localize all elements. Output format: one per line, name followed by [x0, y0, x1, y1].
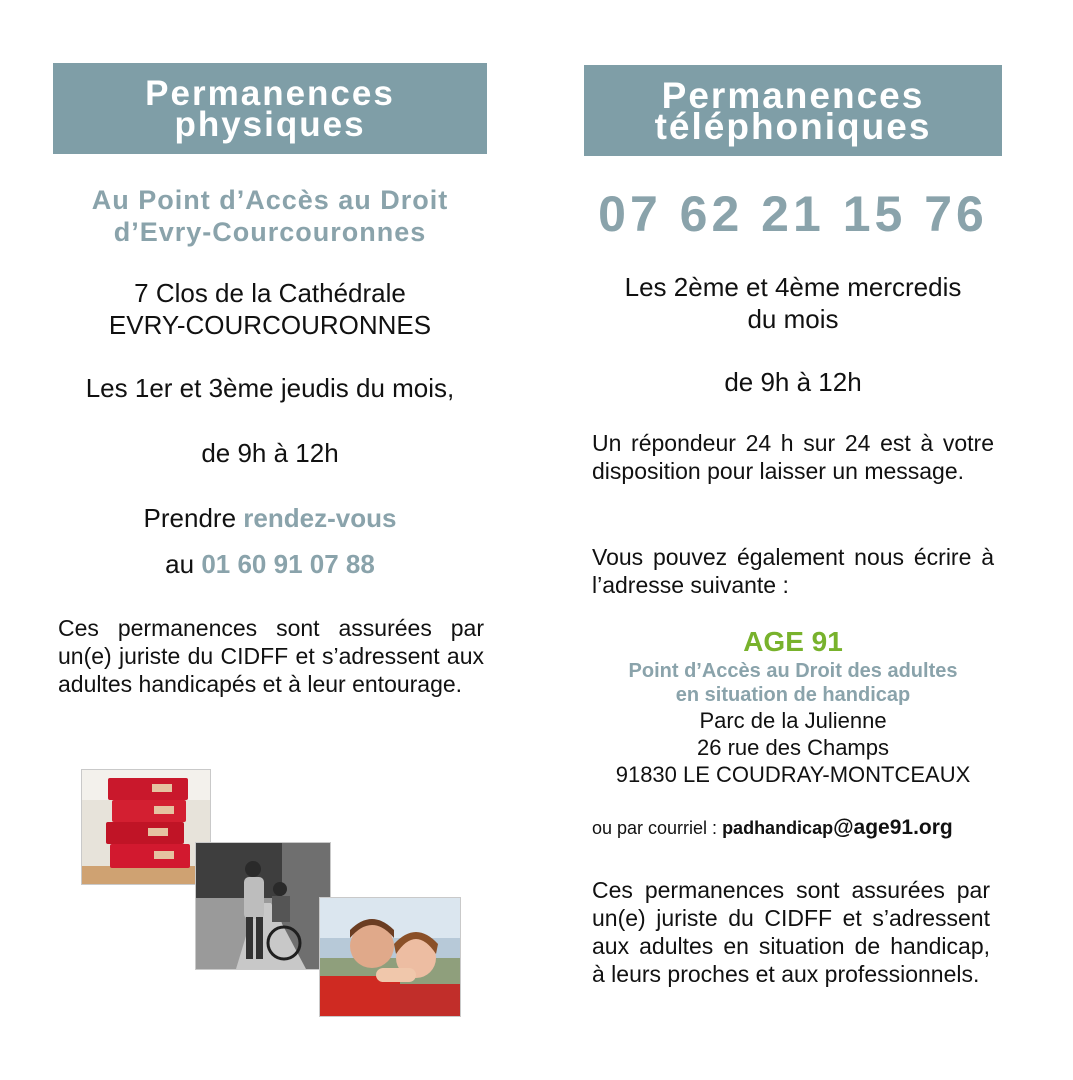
hugging-couple-photo: [319, 897, 461, 1017]
org-address: [560, 707, 1026, 788]
org-subtitle-line-2: en situation de handicap: [675, 684, 911, 706]
venue-heading: [40, 184, 500, 248]
days-line-2: du mois: [747, 304, 839, 334]
banner-line-1: Permanences: [661, 74, 925, 116]
org-address-line-1: Parc de la Julienne: [699, 708, 887, 733]
banner-permanences-telephoniques: [584, 65, 1002, 156]
venue-line-2: d’Evry-Courcouronnes: [113, 217, 427, 247]
helpline-phone: 07 62 21 15 76: [598, 186, 988, 242]
schedule-days: Les 1er et 3ème jeudis du mois,: [85, 373, 455, 403]
phone-schedule-days: [560, 271, 1026, 335]
wheelchair-walk-photo: [195, 842, 331, 970]
banner-line-2: téléphoniques: [654, 105, 932, 147]
banner-line-2: physiques: [174, 104, 366, 144]
org-address-line-2: 26 rue des Champs: [697, 735, 889, 760]
schedule-hours: de 9h à 12h: [201, 438, 339, 468]
address-line-2: EVRY-COURCOURONNES: [108, 310, 432, 340]
appointment-link: rendez-vous: [243, 503, 397, 533]
email-user: padhandicap: [722, 818, 834, 838]
email-address[interactable]: [722, 818, 953, 838]
phone-prefix: au: [165, 549, 202, 579]
phone-schedule-hours: de 9h à 12h: [724, 367, 862, 397]
email-line: [592, 815, 1022, 841]
red-law-books-photo: [81, 769, 211, 885]
banner-line-1: Permanences: [145, 73, 395, 113]
banner-permanences-physiques: [53, 63, 487, 154]
answering-machine-note: Un répondeur 24 h sur 24 est à votre disposition pour laisser un message.: [592, 430, 994, 484]
days-line-1: Les 2ème et 4ème mercredis: [624, 272, 962, 302]
appointment-prefix: Prendre: [143, 503, 244, 533]
appointment-phone-line: [40, 548, 500, 580]
appointment-phone: 01 60 91 07 88: [201, 549, 375, 579]
email-domain: @age91.org: [833, 816, 953, 839]
appointment-line: [40, 502, 500, 534]
venue-address: [40, 277, 500, 341]
org-subtitle: [560, 659, 1026, 707]
left-description: Ces permanences sont assurées par un(e) juriste du CIDFF et s’adressent aux adultes handicapés et à leur entourage.: [58, 615, 484, 697]
write-note: Vous pouvez également nous écrire à l’adresse suivante :: [592, 544, 994, 598]
email-prefix: ou par courriel :: [592, 818, 723, 838]
venue-line-1: Au Point d’Accès au Droit: [91, 185, 449, 215]
org-subtitle-line-1: Point d’Accès au Droit des adultes: [628, 660, 958, 682]
org-address-line-3: 91830 LE COUDRAY-MONTCEAUX: [615, 762, 971, 787]
org-name: AGE 91: [743, 626, 843, 657]
right-description: Ces permanences sont assurées par un(e) juriste du CIDFF et s’adressent aux adultes en situation de handicap, à leurs proches et aux professionnels.: [592, 877, 990, 987]
address-line-1: 7 Clos de la Cathédrale: [134, 278, 406, 308]
